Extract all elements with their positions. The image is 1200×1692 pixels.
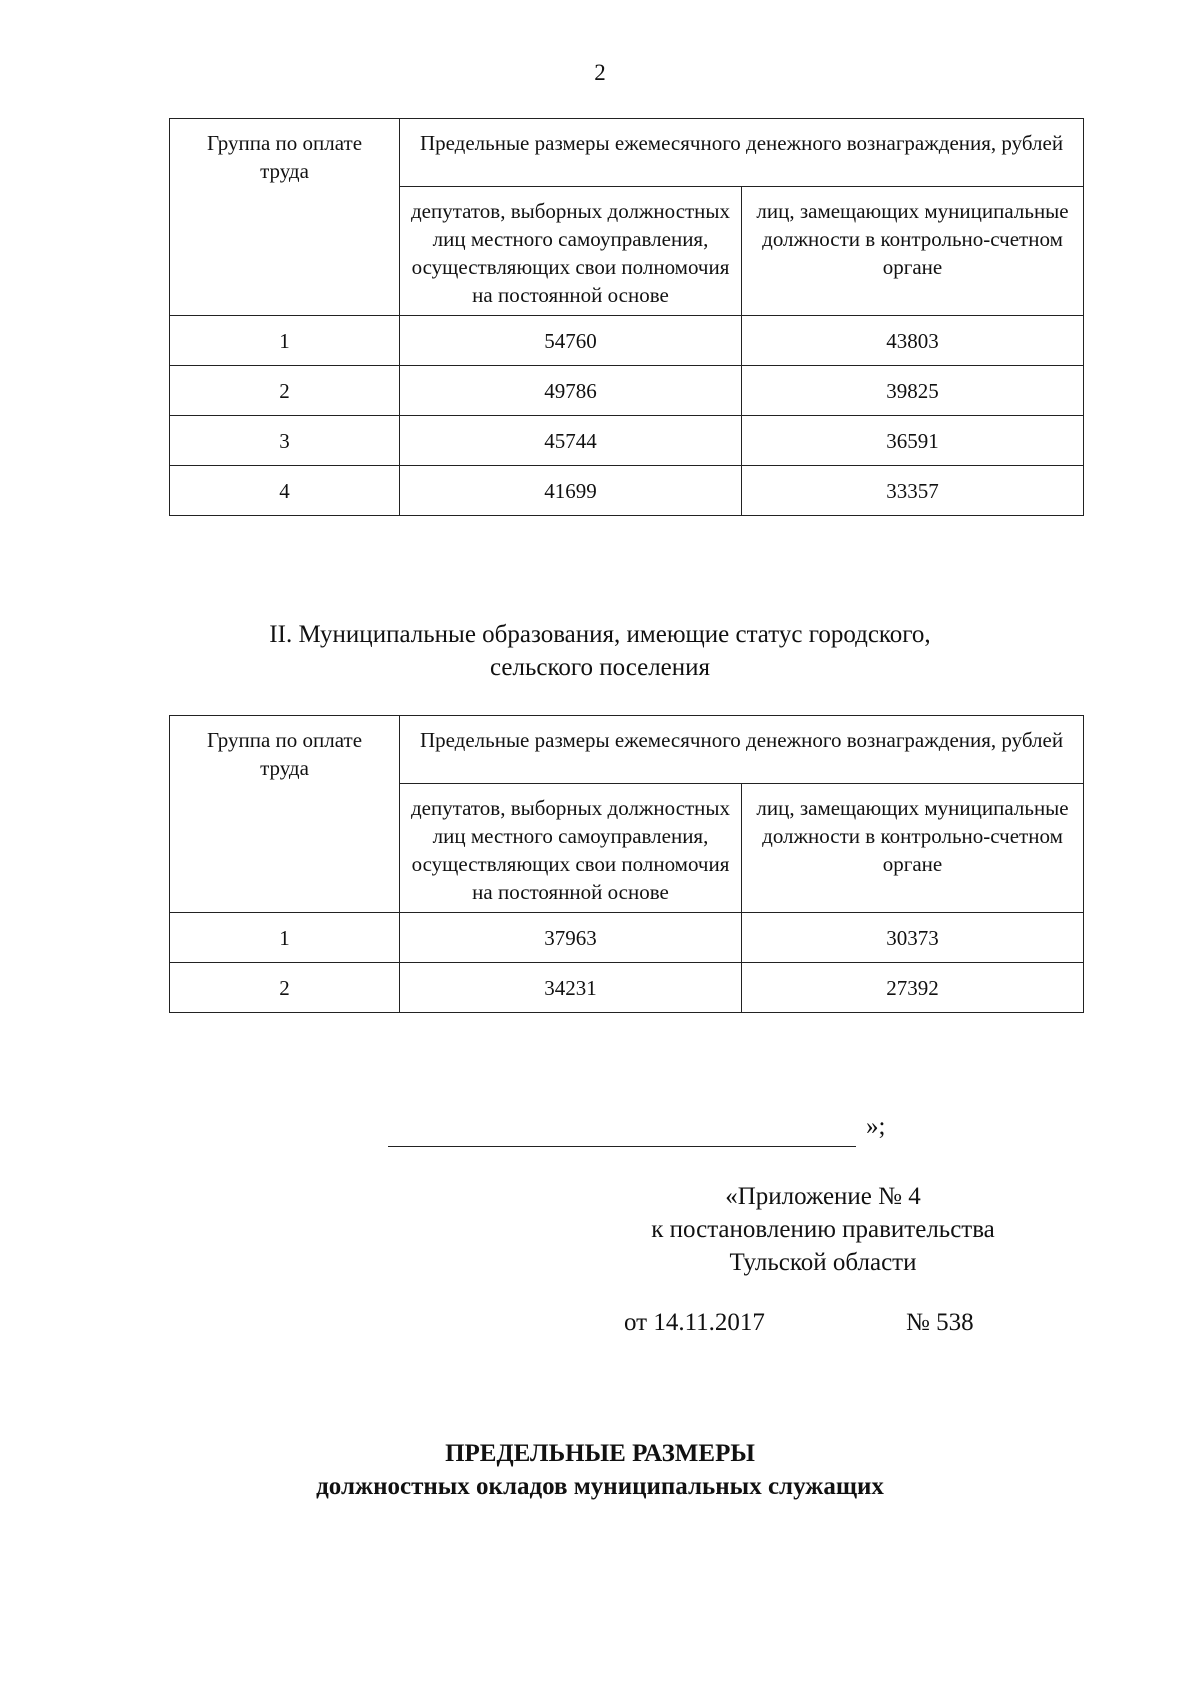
doc-title-line: должностных окладов муниципальных служащих [316,1473,884,1500]
annex-line: Тульской области [729,1249,917,1276]
annex-date: от 14.11.2017 [624,1309,765,1336]
annex-line: «Приложение № 4 [725,1183,921,1210]
deputies-value-cell: 37963 [400,913,742,963]
header-group-cell: Группа по оплате труда [170,119,400,316]
group-cell: 2 [170,963,400,1013]
pay-table-1 [169,118,1084,516]
page-number: 2 [594,60,606,85]
header-control-cell: лиц, замещающих муниципальные должности в контрольно-счетном органе [742,187,1084,316]
annex-line: к постановлению правительства [651,1216,995,1243]
table-row [170,316,1084,366]
table-row [170,913,1084,963]
section-title-line: сельского поселения [489,654,711,681]
group-cell: 2 [170,366,400,416]
group-cell: 3 [170,416,400,466]
control-value-cell: 39825 [742,366,1084,416]
table-row [170,963,1084,1013]
group-cell: 1 [170,316,400,366]
header-main-cell: Предельные размеры ежемесячного денежного вознаграждения, рублей [400,716,1084,784]
header-main-cell: Предельные размеры ежемесячного денежного вознаграждения, рублей [400,119,1084,187]
header-deputies-cell: депутатов, выборных должностных лиц местного самоуправления, осуществляющих свои полномочия на постоянной основе [400,784,742,913]
closing-quote: »; [866,1113,886,1140]
table-row [170,366,1084,416]
header-deputies-cell: депутатов, выборных должностных лиц местного самоуправления, осуществляющих свои полномочия на постоянной основе [400,187,742,316]
section-title [0,618,1200,684]
control-value-cell: 33357 [742,466,1084,516]
group-cell: 1 [170,913,400,963]
annex-block [588,1180,1058,1279]
doc-title-line: ПРЕДЕЛЬНЫЕ РАЗМЕРЫ [445,1440,755,1467]
control-value-cell: 36591 [742,416,1084,466]
doc-title [0,1437,1200,1503]
table-row [170,416,1084,466]
deputies-value-cell: 49786 [400,366,742,416]
pay-table-2 [169,715,1084,1013]
deputies-value-cell: 41699 [400,466,742,516]
table-row [170,466,1084,516]
control-value-cell: 30373 [742,913,1084,963]
header-group-cell: Группа по оплате труда [170,716,400,913]
deputies-value-cell: 54760 [400,316,742,366]
annex-number: № 538 [906,1309,974,1336]
closing-rule [388,1146,856,1147]
section-title-line: II. Муниципальные образования, имеющие статус городского, [269,621,931,648]
group-cell: 4 [170,466,400,516]
deputies-value-cell: 45744 [400,416,742,466]
control-value-cell: 43803 [742,316,1084,366]
header-control-cell: лиц, замещающих муниципальные должности в контрольно-счетном органе [742,784,1084,913]
control-value-cell: 27392 [742,963,1084,1013]
deputies-value-cell: 34231 [400,963,742,1013]
